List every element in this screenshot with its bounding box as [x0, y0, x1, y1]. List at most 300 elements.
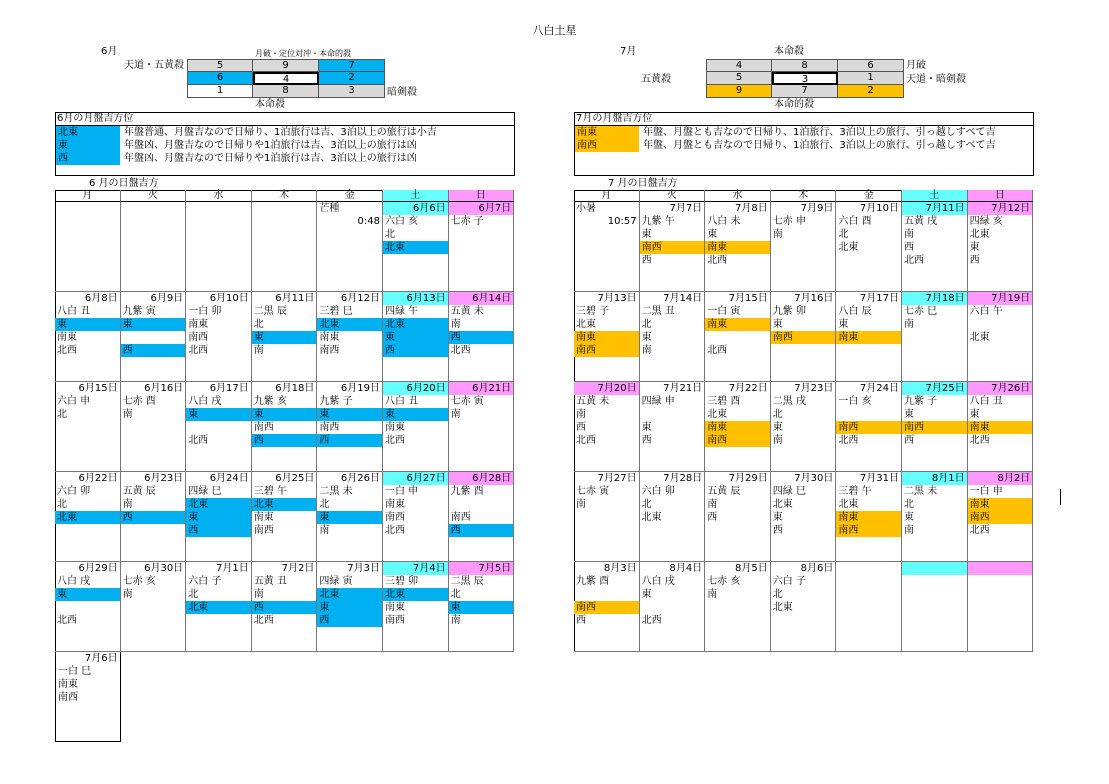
day-line: 一白 亥	[838, 396, 872, 407]
day-line	[574, 588, 639, 601]
day-line: 東	[641, 332, 652, 343]
luck-text: 年盤普通、月盤吉なので日帰り、1泊旅行は吉、3泊以上の旅行は小吉	[124, 127, 437, 138]
day-date: 7月19日	[968, 292, 1033, 305]
day-line: 小暑	[576, 203, 596, 214]
day-line: 東	[904, 409, 914, 420]
day-line: 三碧 酉	[707, 396, 741, 407]
weekday-header: 土	[902, 190, 968, 202]
day-cell	[252, 202, 318, 292]
day-line: 南西	[319, 345, 340, 356]
day-line: 二黒 辰	[450, 576, 484, 587]
day-cell	[449, 292, 515, 382]
day-line: 北西	[904, 255, 924, 266]
day-line: 北西	[188, 345, 209, 356]
day-line: 四緑 午	[385, 306, 419, 317]
day-line: 南東	[968, 421, 1033, 434]
june-luck-list	[56, 125, 514, 164]
day-line: 北東	[186, 601, 251, 614]
day-date: 7月25日	[902, 382, 967, 395]
day-line: 南	[253, 345, 264, 356]
day-line: 四緑 巳	[188, 486, 222, 497]
day-date: 7月12日	[968, 202, 1033, 215]
day-line: 九紫 子	[904, 396, 938, 407]
june-right-note: 暗剣殺	[387, 87, 417, 98]
day-line: 二黒 未	[904, 486, 938, 497]
day-line: 西	[904, 242, 914, 253]
day-date: 7月16日	[794, 293, 834, 304]
day-line: 北東	[55, 511, 120, 524]
day-line: 北東	[383, 241, 448, 254]
month-grid-cell: 8	[253, 85, 319, 98]
day-cell	[836, 202, 902, 292]
day-date: 7月6日	[84, 653, 118, 664]
day-line: 東	[55, 588, 120, 601]
june-left-note: 天道・五黄殺	[124, 60, 184, 71]
day-line: 南	[450, 615, 461, 626]
day-cell	[449, 562, 515, 652]
day-line: 七赤 申	[772, 216, 806, 227]
day-line: 南	[450, 409, 461, 420]
luck-direction: 東	[56, 139, 120, 152]
day-cell	[574, 202, 640, 292]
day-line: 三碧 卯	[385, 576, 419, 587]
day-cell	[317, 562, 383, 652]
day-line: 西	[449, 331, 514, 344]
day-date: 7月18日	[902, 292, 967, 305]
month-grid-cell: 9	[706, 85, 772, 98]
day-line: 北	[641, 499, 652, 510]
day-cell	[121, 472, 187, 562]
day-line: 九紫 子	[319, 396, 353, 407]
day-line: 南西	[574, 344, 639, 357]
day-line: 西	[576, 615, 586, 626]
day-date: 7月9日	[800, 203, 834, 214]
day-line: 東	[772, 512, 783, 523]
day-cell	[771, 562, 837, 652]
day-line: 東	[383, 408, 448, 421]
day-line: 七赤 酉	[122, 396, 156, 407]
day-line: 北西	[450, 345, 471, 356]
day-cell	[55, 202, 121, 292]
day-cell	[640, 292, 706, 382]
day-line: 北東	[838, 499, 859, 510]
day-line: 0:48	[357, 216, 380, 227]
day-line: 八白 丑	[969, 396, 1003, 407]
day-line: 北西	[57, 615, 77, 626]
weekday-header: 金	[317, 190, 383, 202]
day-line: 西	[317, 614, 382, 627]
day-line: 南東	[385, 422, 405, 433]
day-line: 五黄 辰	[707, 486, 741, 497]
weekday-header: 土	[383, 190, 449, 202]
day-line: 北	[188, 589, 199, 600]
day-line: 北	[319, 499, 330, 510]
luck-text: 年盤、月盤とも吉なので日帰り、1泊旅行、3泊以上の旅行、引っ越しすべて吉	[643, 127, 996, 138]
day-cell	[55, 472, 121, 562]
day-date: 7月31日	[859, 473, 899, 484]
day-line: 東	[969, 409, 980, 420]
day-line: 三碧 午	[838, 486, 872, 497]
day-date: 6月16日	[144, 383, 184, 394]
day-line: 東	[641, 229, 652, 240]
day-cell	[902, 202, 968, 292]
day-cell	[902, 382, 968, 472]
day-cell	[252, 382, 318, 472]
day-line: 南西	[450, 512, 471, 523]
day-line: 八白 丑	[57, 306, 91, 317]
day-date: 6月24日	[209, 473, 249, 484]
july-month-label: 7月	[620, 46, 637, 57]
day-cell	[252, 292, 318, 382]
month-grid-cell: 7	[319, 59, 385, 72]
day-cell	[968, 292, 1034, 382]
day-cell	[771, 202, 837, 292]
day-line: 東	[252, 331, 317, 344]
day-date: 6月28日	[449, 472, 514, 485]
day-line: 北東	[707, 409, 728, 420]
july-luck-box	[574, 112, 1034, 176]
day-line: 南	[122, 499, 133, 510]
day-line: 北	[253, 319, 264, 330]
june-luck-title: 6月の月盤吉方位	[57, 113, 134, 124]
luck-row	[575, 126, 1033, 139]
day-cell	[383, 202, 449, 292]
day-line: 四緑 寅	[319, 576, 353, 587]
luck-direction: 南西	[575, 139, 639, 152]
july-luck-title: 7月の月盤吉方位	[576, 113, 653, 124]
day-line	[902, 562, 967, 575]
day-line: 東	[969, 242, 980, 253]
day-line: 北西	[57, 345, 77, 356]
day-line: 西	[252, 601, 317, 614]
day-cell	[449, 382, 515, 472]
day-cell	[121, 562, 187, 652]
day-date: 7月7日	[669, 203, 703, 214]
day-line: 南東	[968, 498, 1033, 511]
luck-text: 年盤、月盤とも吉なので日帰り、1泊旅行、3泊以上の旅行、引っ越しすべて吉	[643, 140, 996, 151]
month-grid-cell: 2	[319, 72, 385, 85]
day-line: 北東	[969, 332, 990, 343]
day-line: 東	[317, 511, 382, 524]
july-top-note: 本命殺	[774, 46, 804, 57]
day-line: 北西	[385, 525, 405, 536]
weekday-header: 木	[252, 190, 318, 202]
day-cell	[383, 472, 449, 562]
day-cell	[121, 382, 187, 472]
day-line: 南東	[385, 499, 405, 510]
day-line: 北東	[317, 318, 382, 331]
day-cell	[574, 292, 640, 382]
july-cal-title: 7 月の日盤吉方	[608, 178, 678, 189]
day-line: 北	[57, 409, 67, 420]
day-cell	[186, 382, 252, 472]
day-cell	[968, 562, 1034, 652]
july-bottom-note: 本命的殺	[774, 99, 814, 110]
day-cell	[383, 562, 449, 652]
day-line: 南東	[57, 332, 77, 343]
day-date: 7月26日	[968, 382, 1033, 395]
weekday-header: 日	[968, 190, 1034, 202]
day-cell	[836, 382, 902, 472]
day-line: 北西	[707, 255, 728, 266]
day-line: 南東	[253, 512, 274, 523]
day-line: 西	[121, 511, 186, 524]
day-line: 北東	[383, 318, 448, 331]
july-left-note: 五黄殺	[641, 74, 671, 85]
day-line: 北東	[772, 499, 793, 510]
text-cursor	[1060, 489, 1061, 505]
day-line: 二黒 辰	[253, 306, 287, 317]
day-line: 北東	[383, 588, 448, 601]
day-line: 九紫 寅	[122, 306, 156, 317]
day-line: 北東	[838, 242, 859, 253]
day-date: 6月7日	[449, 202, 514, 215]
day-line: 七赤 亥	[707, 576, 741, 587]
day-line	[640, 408, 705, 421]
day-line: 九紫 午	[641, 216, 675, 227]
day-line: 南西	[640, 241, 705, 254]
day-cell	[186, 292, 252, 382]
day-line: 西	[121, 344, 186, 357]
day-line: 北東	[252, 498, 317, 511]
day-cell	[574, 382, 640, 472]
day-cell	[640, 202, 706, 292]
day-line: 南	[904, 229, 914, 240]
day-line: 九紫 酉	[450, 486, 484, 497]
day-line: 四緑 申	[641, 396, 675, 407]
june-top-note: 月破・定位対冲・本命的殺	[255, 49, 351, 58]
day-cell	[640, 382, 706, 472]
day-line: 西	[969, 255, 980, 266]
day-line	[186, 421, 251, 434]
day-date: 6月9日	[150, 293, 184, 304]
day-line: 北西	[385, 435, 405, 446]
day-line: 五黄 未	[450, 306, 484, 317]
day-line: 南西	[385, 615, 405, 626]
day-date: 7月23日	[794, 383, 834, 394]
day-line: 北西	[641, 615, 662, 626]
day-cell	[902, 472, 968, 562]
day-line: 南	[707, 499, 718, 510]
day-cell	[836, 472, 902, 562]
day-line: 南東	[58, 679, 78, 690]
weekday-header: 水	[186, 190, 252, 202]
day-line: 五黄 未	[576, 396, 610, 407]
day-line: 一白 申	[385, 486, 419, 497]
day-line: 北東	[641, 512, 662, 523]
day-date: 7月27日	[597, 473, 637, 484]
day-line: 南西	[574, 601, 639, 614]
day-line: 五黄 辰	[122, 486, 156, 497]
day-date: 6月14日	[449, 292, 514, 305]
day-line: 10:57	[607, 216, 637, 227]
day-cell	[771, 472, 837, 562]
day-date: 6月6日	[383, 202, 448, 215]
day-line: 南	[122, 409, 133, 420]
day-date: 7月15日	[728, 293, 768, 304]
day-line: 西	[576, 422, 586, 433]
day-date: 6月17日	[209, 383, 249, 394]
day-line: 東	[641, 589, 652, 600]
day-line: 北西	[838, 435, 859, 446]
day-line: 六白 酉	[838, 216, 872, 227]
day-line: 三碧 巳	[319, 306, 353, 317]
day-cell	[383, 292, 449, 382]
month-grid-cell: 1	[187, 85, 253, 98]
day-date: 6月23日	[144, 473, 184, 484]
day-line: 五黄 戌	[904, 216, 938, 227]
day-date: 6月22日	[78, 473, 118, 484]
day-date: 7月29日	[728, 473, 768, 484]
day-line: 二黒 丑	[641, 306, 675, 317]
month-grid-cell: 5	[706, 72, 772, 85]
day-line: 東	[449, 601, 514, 614]
day-line: 東	[641, 422, 652, 433]
day-date: 6月25日	[275, 473, 315, 484]
june-bottom-note: 本命殺	[255, 99, 285, 110]
day-date: 8月3日	[603, 563, 637, 574]
month-grid-cell: 4	[706, 59, 772, 72]
day-date: 6月20日	[383, 382, 448, 395]
day-line	[836, 408, 901, 421]
day-line: 南	[122, 589, 133, 600]
day-cell	[186, 562, 252, 652]
weekday-header: 金	[836, 190, 902, 202]
day-date: 8月5日	[735, 563, 768, 574]
day-line: 五黄 丑	[253, 576, 287, 587]
day-line: 九紫 卯	[772, 306, 806, 317]
day-line: 南西	[319, 422, 340, 433]
day-date: 7月8日	[735, 203, 768, 214]
day-line: 東	[55, 318, 120, 331]
day-line: 北	[385, 229, 395, 240]
day-line: 東	[317, 408, 382, 421]
weekday-header: 火	[121, 190, 187, 202]
day-line: 西	[641, 435, 652, 446]
day-line: 東	[772, 422, 783, 433]
day-line: 南	[904, 525, 914, 536]
day-date: 7月10日	[859, 203, 899, 214]
day-line: 南西	[836, 524, 901, 537]
day-line: 八白 丑	[385, 396, 419, 407]
luck-row	[56, 126, 514, 139]
july-right-note-2: 天道・暗剣殺	[906, 74, 966, 85]
day-line: 西	[252, 434, 317, 447]
day-line: 西	[383, 344, 448, 357]
day-cell	[449, 472, 515, 562]
day-cell	[640, 472, 706, 562]
day-line: 南東	[385, 602, 405, 613]
day-line: 南	[772, 435, 783, 446]
day-cell	[317, 292, 383, 382]
luck-text: 年盤凶、月盤吉なので日帰りや1泊旅行は吉、3泊以上の旅行は凶	[124, 140, 417, 151]
day-line: 東	[317, 601, 382, 614]
month-grid-cell: 3	[319, 85, 385, 98]
day-line: 南西	[188, 332, 209, 343]
july-right-note-1: 月破	[906, 60, 926, 71]
day-cell	[902, 292, 968, 382]
day-cell	[705, 562, 771, 652]
day-cell	[317, 472, 383, 562]
day-line: 南西	[771, 331, 836, 344]
day-line: 北西	[253, 615, 274, 626]
day-cell	[317, 382, 383, 472]
day-line: 西	[641, 255, 652, 266]
day-line: 南東	[836, 511, 901, 524]
day-cell	[968, 382, 1034, 472]
weekday-header: 月	[574, 190, 640, 202]
day-line: 二黒 戌	[772, 396, 806, 407]
luck-row	[575, 139, 1033, 152]
july-luck-list	[575, 125, 1033, 151]
day-cell	[771, 382, 837, 472]
day-line: 六白 子	[772, 576, 806, 587]
day-line: 南	[641, 345, 652, 356]
month-grid-cell: 5	[187, 59, 253, 72]
day-line: 北西	[969, 435, 990, 446]
day-line: 西	[707, 512, 718, 523]
day-cell	[705, 382, 771, 472]
day-line: 北東	[969, 229, 990, 240]
day-line: 八白 辰	[838, 306, 872, 317]
day-line: 四緑 亥	[969, 216, 1003, 227]
day-line: 芒種	[319, 203, 340, 214]
month-grid-cell: 8	[772, 59, 838, 72]
day-line: 八白 戌	[57, 576, 91, 587]
day-line: 六白 卯	[57, 486, 91, 497]
day-line: 南東	[836, 331, 901, 344]
day-date: 7月13日	[597, 293, 637, 304]
day-date: 8月4日	[669, 563, 703, 574]
june-cal-title: 6 月の日盤吉方	[89, 178, 159, 189]
day-date: 8月1日	[902, 472, 967, 485]
day-line: 北	[772, 409, 783, 420]
day-cell	[55, 652, 121, 742]
day-line: 北西	[707, 345, 728, 356]
day-line: 北西	[969, 525, 990, 536]
day-line: 七赤 亥	[122, 576, 156, 587]
page-title: 八白土星	[532, 24, 577, 37]
day-cell	[186, 202, 252, 292]
month-grid-cell: 6	[838, 59, 904, 72]
day-line: 南東	[188, 319, 209, 330]
day-date: 8月2日	[968, 472, 1033, 485]
day-line: 南西	[705, 434, 770, 447]
day-line: 西	[186, 524, 251, 537]
day-line: 一白 寅	[707, 306, 741, 317]
weekday-header: 火	[640, 190, 706, 202]
luck-direction: 南東	[575, 126, 639, 139]
day-line: 南	[319, 525, 330, 536]
day-line: 北西	[576, 435, 596, 446]
day-cell	[55, 382, 121, 472]
day-line: 南東	[319, 332, 340, 343]
day-cell	[55, 562, 121, 652]
day-date: 7月11日	[902, 202, 967, 215]
weekday-header: 日	[449, 190, 515, 202]
day-line: 西	[317, 434, 382, 447]
month-grid-cell: 2	[838, 85, 904, 98]
day-date: 7月24日	[859, 383, 899, 394]
day-cell	[55, 292, 121, 382]
day-line: 南	[576, 409, 586, 420]
day-line	[640, 601, 705, 614]
day-date: 7月21日	[663, 383, 703, 394]
day-line: 北西	[188, 435, 209, 446]
day-line: 南	[253, 589, 264, 600]
day-line: 八白 戌	[641, 576, 675, 587]
day-line: 六白 午	[969, 306, 1003, 317]
